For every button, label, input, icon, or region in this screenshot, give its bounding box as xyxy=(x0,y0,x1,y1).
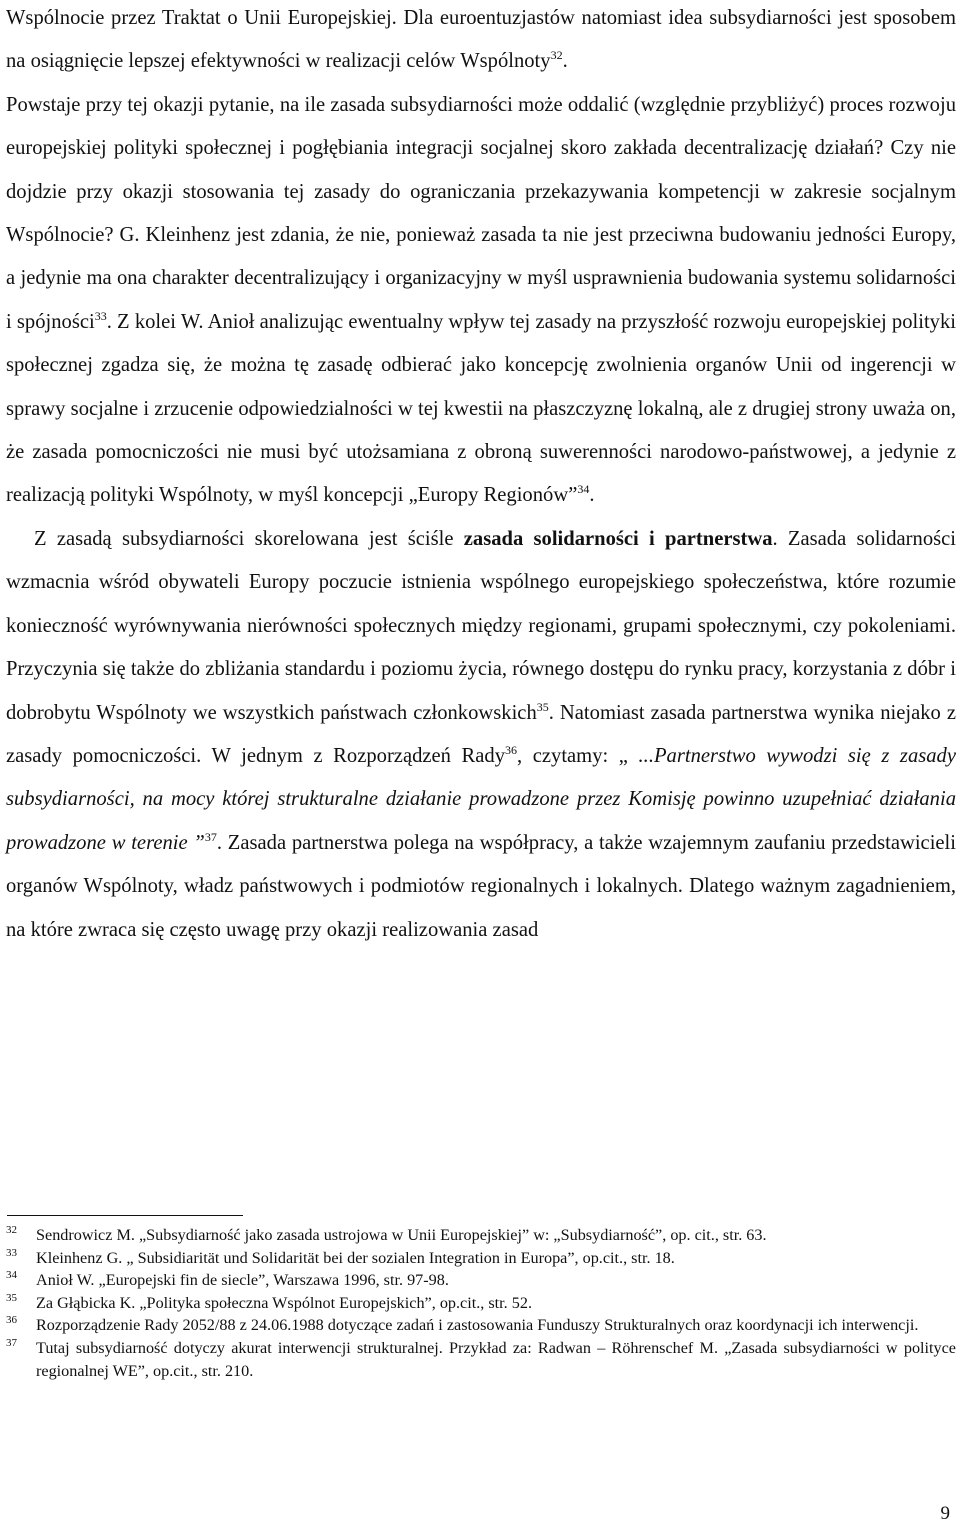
footnotes xyxy=(6,1224,956,1382)
paragraph-text: Z zasadą subsydiarności skorelowana jest ściśle xyxy=(34,527,464,550)
footnote-ref-34: 34 xyxy=(577,482,590,497)
footnote-37 xyxy=(6,1337,956,1382)
paragraph-text: . xyxy=(589,484,595,507)
footnote-number: 34 xyxy=(6,1269,17,1282)
footnote-text: Za Głąbicka K. „Polityka społeczna Wspólnot Europejskich”, op.cit., str. 52. xyxy=(36,1293,533,1312)
paragraph-2 xyxy=(6,84,956,518)
footnote-ref-35: 35 xyxy=(536,699,549,714)
footnote-text: Tutaj subsydiarność dotyczy akurat interwencji strukturalnej. Przykład za: Radwan – Röhrenschef M. „Zasada subsydiarności w polityce regionalnej WE”, op.cit., str. 210. xyxy=(36,1338,956,1380)
footnote-number: 36 xyxy=(6,1314,17,1327)
italic-quote: ...Partnerstwo wywodzi się z zasady subsydiarności, na mocy której strukturalne działanie prowadzone przez Komisję powinno uzupełniać działania prowadzone w terenie ” xyxy=(6,744,956,854)
footnote-33 xyxy=(6,1247,956,1270)
footnote-ref-36: 36 xyxy=(505,742,518,757)
body-text xyxy=(6,0,956,952)
paragraph-text: Powstaje przy tej okazji pytanie, na ile zasada subsydiarności może oddalić (względnie przybliżyć) proces rozwoju europejskiej polityki społecznej i pogłębiania integracji socjalnej skoro zakłada decentralizację działań? Czy nie dojdzie przy okazji stosowania tej zasady do ograniczania przekazywania kompetencji w zakresie socjalnym Wspólnocie? G. Kleinhenz jest zdania, że nie, ponieważ zasada ta nie jest przeciwna budowaniu jedności Europy, a jedynie ma ona charakter decentralizujący i organizacyjny w myśl usprawnienia budowania systemu solidarności i spójności xyxy=(6,93,956,333)
footnote-36 xyxy=(6,1314,956,1337)
footnote-number: 35 xyxy=(6,1291,17,1304)
footnote-34 xyxy=(6,1269,956,1292)
footnote-text: Rozporządzenie Rady 2052/88 z 24.06.1988 dotyczące zadań i zastosowania Funduszy Strukturalnych oraz koordynacji ich interwencji. xyxy=(36,1316,919,1335)
footnote-text: Anioł W. „Europejski fin de siecle”, Warszawa 1996, str. 97-98. xyxy=(36,1271,449,1290)
paragraph-text: . xyxy=(562,50,568,73)
paragraph-text: . Natomiast zasada partnerstwa wynika niejako z zasady pomocniczości. W jednym z Rozporządzeń Rady xyxy=(6,701,956,767)
paragraph-text: , czytamy: „ xyxy=(517,744,639,767)
paragraph-text: Wspólnocie przez Traktat o Unii Europejskiej. Dla euroentuzjastów natomiast idea subsydiarności jest sposobem na osiągnięcie lepszej efektywności w realizacji celów Wspólnoty xyxy=(6,7,956,73)
paragraph-text: . Zasada solidarności wzmacnia wśród obywateli Europy poczucie istnienia wspólnego europejskiego społeczeństwa, które rozumie konieczność wyrównywania nierówności społecznych między regionami, grupami społecznymi, czy pokoleniami. Przyczynia się także do zbliżania standardu i poziomu życia, równego dostępu do rynku pracy, korzystania z dóbr i dobrobytu Wspólnoty we wszystkich państwach członkowskich xyxy=(6,527,957,724)
footnote-number: 33 xyxy=(6,1246,17,1259)
footnote-32 xyxy=(6,1224,956,1247)
footnote-text: Sendrowicz M. „Subsydiarność jako zasada ustrojowa w Unii Europejskiej” w: „Subsydiarność”, op. cit., str. 63. xyxy=(36,1226,767,1244)
page-number: 9 xyxy=(940,1503,950,1524)
paragraph-text: . Z kolei W. Anioł analizując ewentualny wpływ tej zasady na przyszłość rozwoju europejskiej polityki społecznej zgadza się, że można tę zasadę odbierać jako koncepcję zwolnienia organów Unii od ingerencji w sprawy socjalne i zrzucenie odpowiedzialności w tej kwestii na płaszczyznę lokalną, ale z drugiej strony uważa on, że zasada pomocniczości nie musi być utożsamiana z obroną suwerenności narodowo-państwowej, a jedynie z realizacją polityki Wspólnoty, w myśl koncepcji „Europy Regionów” xyxy=(6,310,956,507)
footnote-ref-37: 37 xyxy=(204,829,217,844)
bold-term: zasada solidarności i partnerstwa xyxy=(463,527,773,550)
footnote-35 xyxy=(6,1292,956,1315)
footnote-ref-32: 32 xyxy=(550,48,563,63)
paragraph-1 xyxy=(6,0,956,84)
footnote-number: 37 xyxy=(6,1336,17,1349)
footnote-divider xyxy=(7,1215,243,1216)
footnote-text: Kleinhenz G. „ Subsidiarität und Solidarität bei der sozialen Integration in Europa”, op.cit., str. 18. xyxy=(36,1248,675,1267)
footnote-ref-33: 33 xyxy=(94,308,107,323)
footnote-number: 32 xyxy=(6,1224,17,1236)
paragraph-text: . Zasada partnerstwa polega na współpracy, a także wzajemnym zaufaniu przedstawicieli organów Wspólnoty, władz państwowych i podmiotów regionalnych i lokalnych. Dlatego ważnym zagadnieniem, na które zwraca się często uwagę przy okazji realizowania zasad xyxy=(6,831,956,941)
paragraph-3 xyxy=(6,518,956,952)
